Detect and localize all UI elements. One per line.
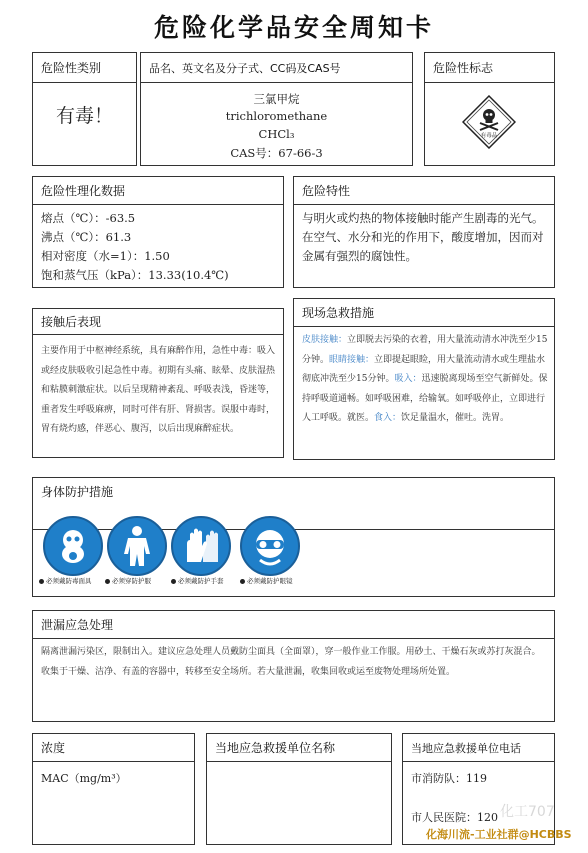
hazard-props-header: 危险特性 (294, 177, 554, 205)
skull-crossbones-icon (462, 95, 516, 149)
leak-header: 泄漏应急处理 (33, 611, 554, 639)
phys-chem-line: 沸点（℃）：61.3 (41, 230, 132, 244)
rescue-phone-header: 当地应急救援单位电话 (403, 734, 554, 762)
skin-contact-text: 立即脱去污染的衣着，用大量流动清水冲洗至少15分钟。 (302, 335, 548, 365)
hazard-sign-box (424, 52, 555, 166)
toxic-diamond-sign (462, 95, 516, 149)
exposure-header: 接触后表现 (33, 309, 283, 335)
watermark-bottom: 化海川流-工业社群@HCBBS (426, 828, 572, 841)
mac-value: MAC（mg/m³） (41, 772, 127, 785)
eye-contact-text: 立即提起眼睑，用大量流动清水或生理盐水彻底冲洗至少15分钟。 (302, 354, 546, 384)
ppe-label-gloves: 必须戴防护手套 (171, 576, 224, 585)
hazard-props-text: 与明火或灼热的物体接触时能产生剧毒的光气。在空气、水分和光的作用下，酸度增加，因而对金属有强烈的腐蚀性。 (302, 211, 544, 263)
fire-dept-phone: 市消防队：119 (411, 772, 487, 785)
leak-box (32, 610, 555, 722)
exposure-box (32, 308, 284, 458)
first-aid-box (293, 298, 555, 460)
ppe-label-suit: 必须穿防护服 (105, 576, 151, 585)
hazard-sign-header: 危险性标志 (425, 53, 554, 83)
rescue-unit-box (206, 733, 392, 845)
inhalation-text: 迅速脱离现场至空气新鲜处。保持呼吸道通畅。如呼吸困难，给输氧。如呼吸停止，立即进行人工呼吸。就医。 (302, 374, 548, 423)
identity-en-name: trichloromethane (225, 109, 328, 123)
exposure-text: 主要作用于中枢神经系统，具有麻醉作用，急性中毒：吸入或经皮肤吸收引起急性中毒。初期有头痛、眩晕、皮肤湿热和粘膜刺激症状。以后呈现精神紊乱、呼吸表浅，昏迷等，重者发生呼吸麻痹，同时可伴有肝、肾损害。误服中毒时，胃有烧灼感，伴恶心、腹泻，以后出现麻醉症状。 (41, 346, 276, 434)
eye-contact-keyword: 眼睛接触： (329, 354, 375, 365)
leak-text: 隔离泄漏污染区，限制出入。建议应急处理人员戴防尘面具（全面罩），穿一般作业工作服。用砂土、干燥石灰或苏打灰混合。收集于干燥、洁净、有盖的容器中，转移至安全场所。若大量泄漏，收集回收或运至废物处理场所处置。 (41, 647, 541, 677)
protection-header: 身体防护措施 (41, 484, 114, 499)
hazard-sign-label: 有毒品 (480, 133, 498, 139)
skin-contact-keyword: 皮肤接触： (302, 335, 348, 345)
protective-suit-icon (107, 516, 167, 576)
ppe-label-gas-mask: 必须戴防毒面具 (39, 576, 92, 585)
card-title: 危险化学品安全周知卡 (153, 13, 434, 42)
watermark-top: 化工707 (500, 804, 555, 820)
concentration-box (32, 733, 195, 845)
phys-chem-box (32, 176, 284, 288)
gloves-icon (171, 516, 231, 576)
hazard-class-header: 危险性类别 (33, 53, 136, 83)
ingestion-keyword: 食入： (374, 413, 402, 423)
goggles-icon (240, 516, 300, 576)
hospital-phone: 市人民医院：120 (411, 811, 498, 824)
protection-box (32, 477, 555, 597)
phys-chem-line: 相对密度（水=1）：1.50 (41, 249, 170, 263)
phys-chem-line: 熔点（℃）：-63.5 (41, 211, 136, 225)
identity-cas: CAS号：67-66-3 (230, 146, 323, 160)
identity-cn-name: 三氯甲烷 (253, 92, 300, 106)
phys-chem-header: 危险性理化数据 (33, 177, 283, 205)
first-aid-header: 现场急救措施 (294, 299, 554, 327)
concentration-header: 浓度 (33, 734, 194, 762)
phys-chem-line: 饱和蒸气压（kPa）：13.33(10.4℃) (41, 268, 229, 282)
ingestion-text: 饮足量温水，催吐。洗胃。 (401, 413, 510, 423)
gas-mask-icon (43, 516, 103, 576)
identity-formula: CHCl₃ (258, 127, 295, 141)
inhalation-keyword: 吸入： (394, 374, 422, 384)
hazard-props-box (293, 176, 555, 288)
identity-header: 品名、英文名及分子式、CC码及CAS号 (141, 53, 412, 83)
rescue-unit-header: 当地应急救援单位名称 (207, 734, 391, 762)
identity-box (140, 52, 413, 166)
ppe-label-goggles: 必须戴防护眼镜 (240, 576, 293, 585)
hazard-class-value: 有毒！ (55, 105, 113, 127)
first-aid-text (302, 331, 548, 429)
hazard-class-box (32, 52, 137, 166)
